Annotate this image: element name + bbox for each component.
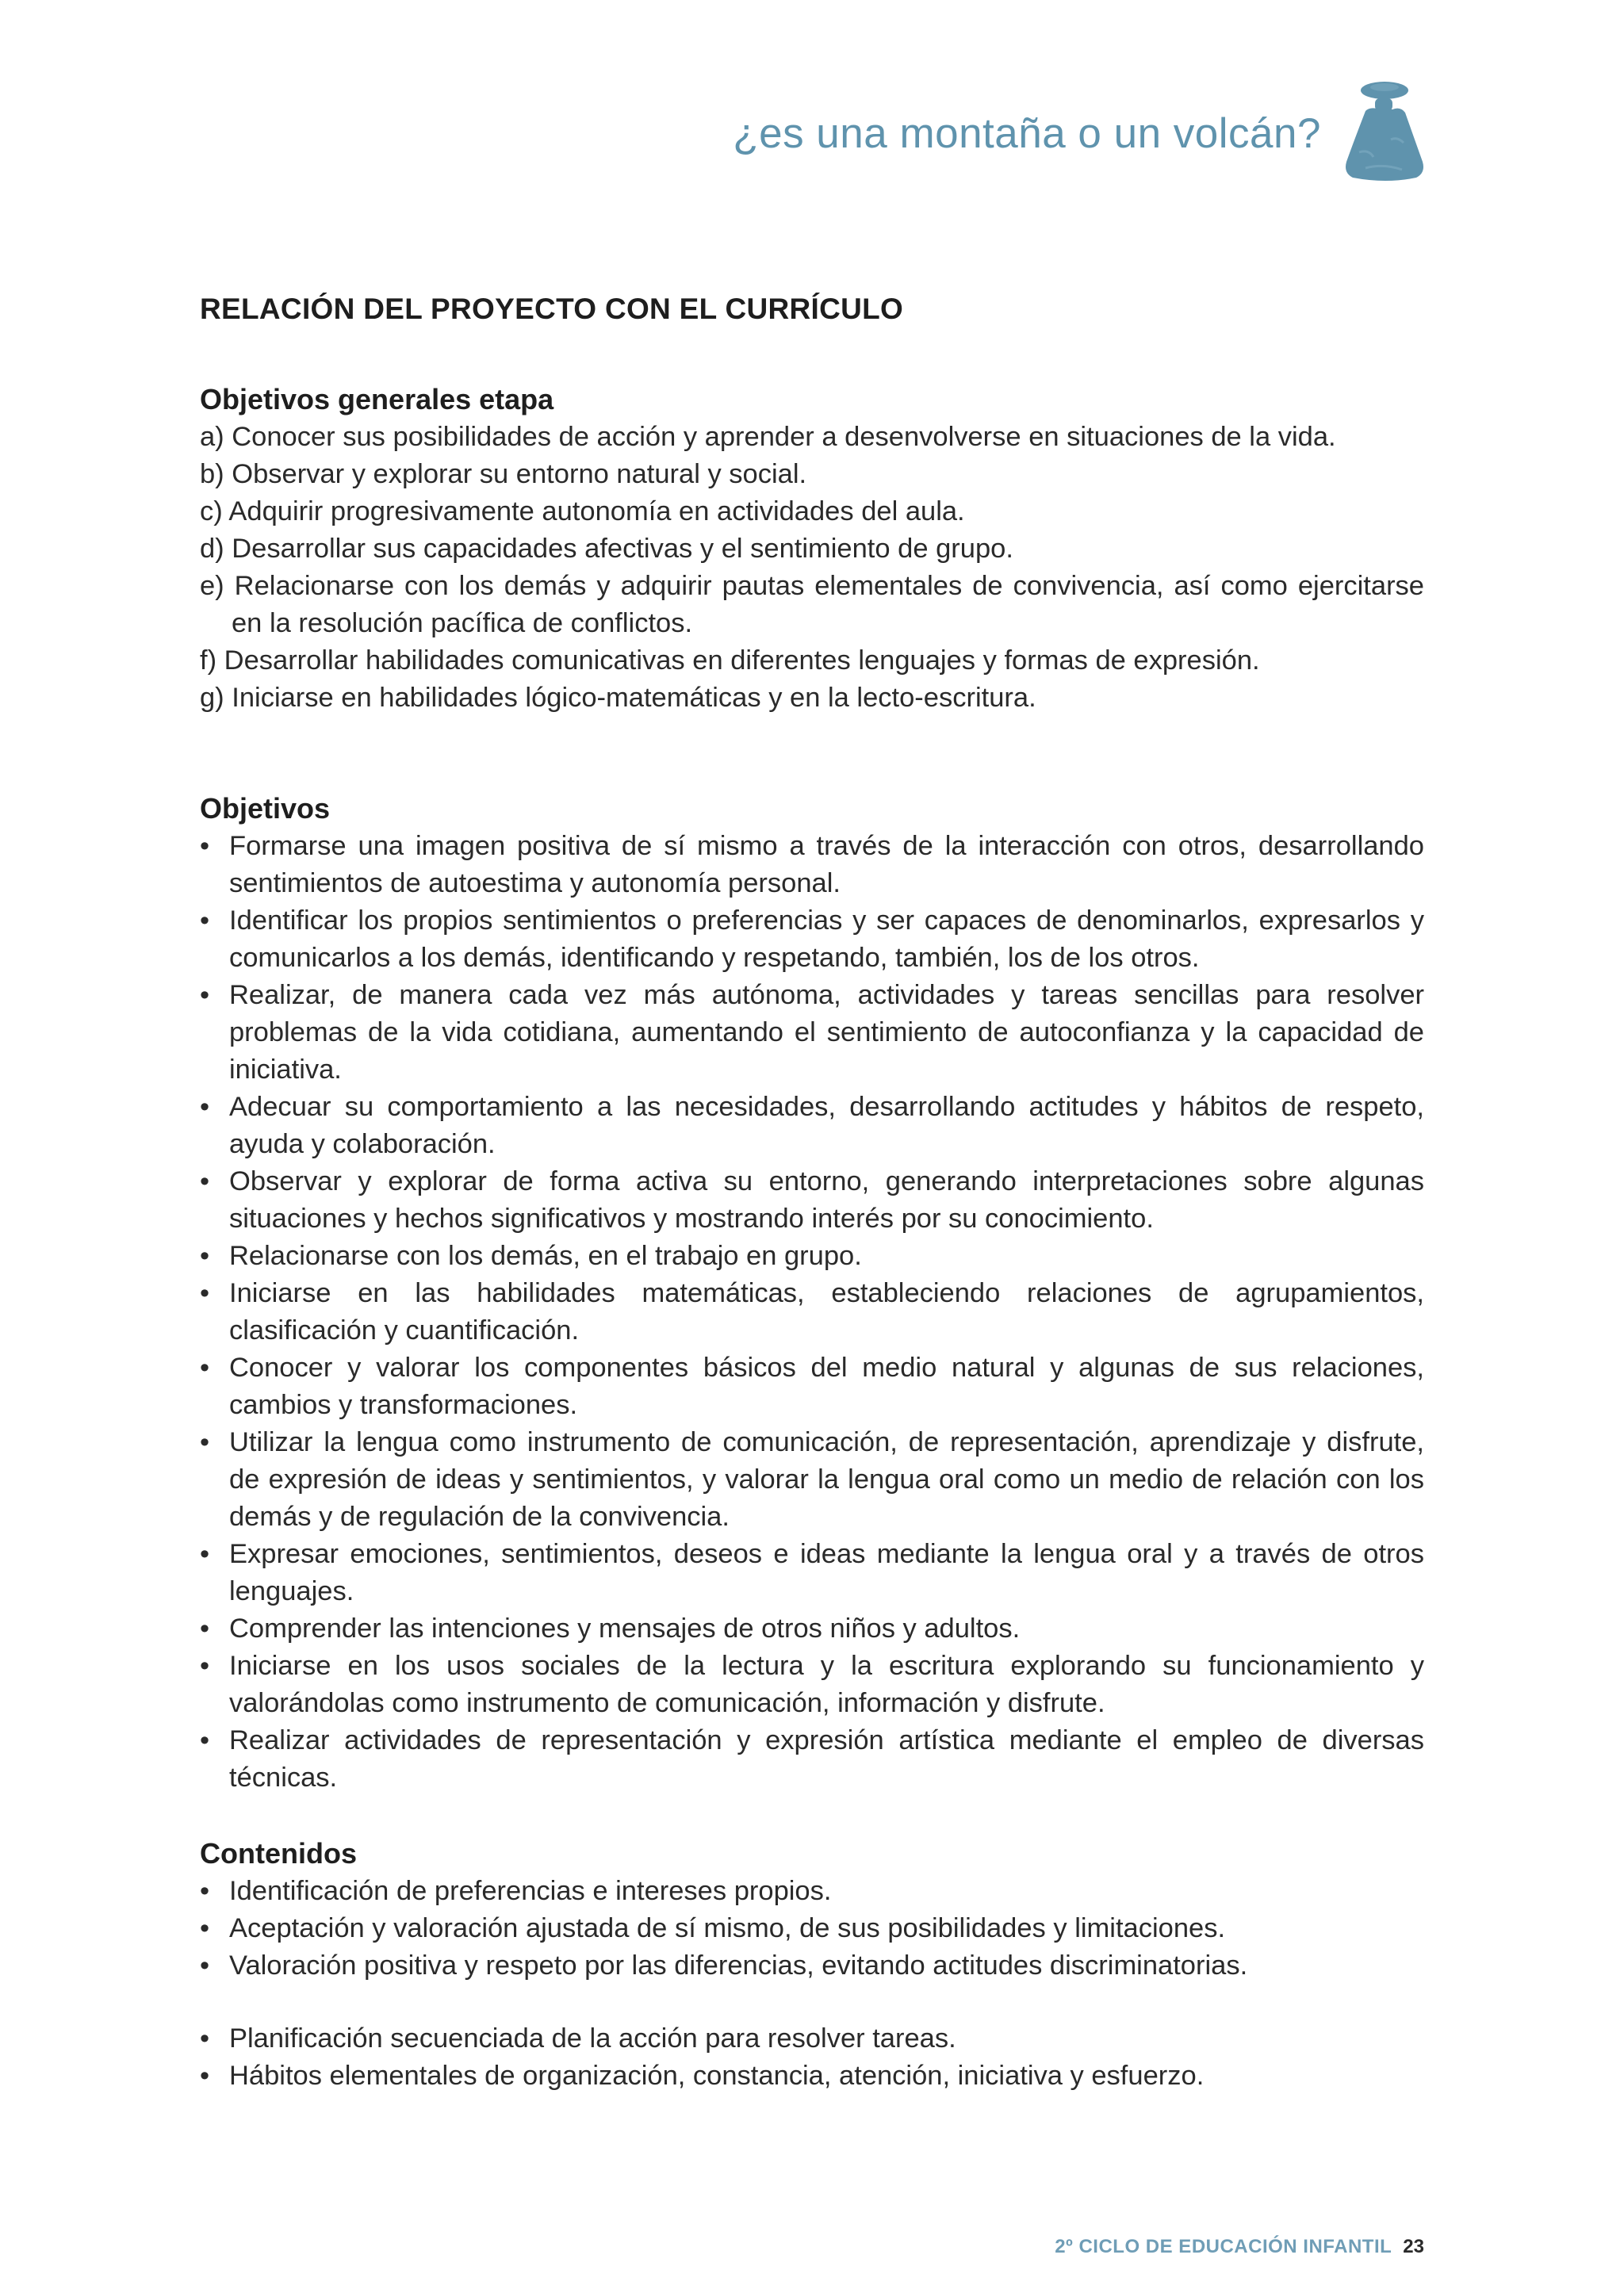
list-item: • Adecuar su comportamiento a las necesidades, desarrollando actitudes y hábitos de respeto, ayuda y colaboración.: [200, 1089, 1424, 1163]
list-item: b) Observar y explorar su entorno natural y social.: [200, 459, 807, 489]
footer-label: 2º CICLO DE EDUCACIÓN INFANTIL: [1055, 2236, 1392, 2257]
main-content: [200, 285, 1424, 2095]
list-item: • Relacionarse con los demás, en el trabajo en grupo.: [200, 1238, 1424, 1275]
objetivos-list: [200, 828, 1424, 1797]
list-item: • Aceptación y valoración ajustada de sí mismo, de sus posibilidades y limitaciones.: [200, 1910, 1424, 1947]
objetivos-section: [200, 790, 1424, 1797]
list-item: f) Desarrollar habilidades comunicativas en diferentes lenguajes y formas de expresión.: [200, 645, 1260, 676]
list-item: • Utilizar la lengua como instrumento de comunicación, de representación, aprendizaje y disfrute, de expresión de ideas y sentimientos, y valorar la lengua oral como un medio de relación con los demás y de regulación de la convivencia.: [200, 1424, 1424, 1536]
page-number: 23: [1403, 2236, 1424, 2257]
list-item: a) Conocer sus posibilidades de acción y aprender a desenvolverse en situaciones de la vida.: [200, 422, 1336, 452]
list-item: • Planificación secuenciada de la acción para resolver tareas.: [200, 2020, 1424, 2058]
list-item: • Conocer y valorar los componentes básicos del medio natural y algunas de sus relaciones, cambios y transformaciones.: [200, 1349, 1424, 1424]
volcano-icon: [1342, 79, 1426, 182]
list-item: • Expresar emociones, sentimientos, deseos e ideas mediante la lengua oral y a través de otros lenguajes.: [200, 1536, 1424, 1610]
list-item: • Comprender las intenciones y mensajes de otros niños y adultos.: [200, 1610, 1424, 1648]
list-item: • Realizar actividades de representación y expresión artística mediante el empleo de diversas técnicas.: [200, 1722, 1424, 1797]
list-item: d) Desarrollar sus capacidades afectivas y el sentimiento de grupo.: [200, 534, 1013, 564]
page-footer: [1055, 2236, 1424, 2258]
objetivos-generales-list: [200, 419, 1424, 717]
list-item: • Identificar los propios sentimientos o preferencias y ser capaces de denominarlos, expresarlos y comunicarlos a los demás, identificando y respetando, también, los de los otros.: [200, 902, 1424, 977]
list-item: • Formarse una imagen positiva de sí mismo a través de la interacción con otros, desarrollando sentimientos de autoestima y autonomía personal.: [200, 828, 1424, 902]
page-header-title: ¿es una montaña o un volcán?: [733, 110, 1321, 157]
list-item: • Valoración positiva y respeto por las diferencias, evitando actitudes discriminatorias.: [200, 1947, 1424, 1985]
list-item: g) Iniciarse en habilidades lógico-matemáticas y en la lecto-escritura.: [200, 683, 1036, 713]
list-item: • Hábitos elementales de organización, constancia, atención, iniciativa y esfuerzo.: [200, 2058, 1424, 2095]
list-item: • Identificación de preferencias e intereses propios.: [200, 1873, 1424, 1910]
list-item: c) Adquirir progresivamente autonomía en actividades del aula.: [200, 496, 965, 526]
contenidos-section: [200, 1835, 1424, 2095]
list-item: • Iniciarse en las habilidades matemáticas, estableciendo relaciones de agrupamientos, clasificación y cuantificación.: [200, 1275, 1424, 1349]
list-item: • Iniciarse en los usos sociales de la lectura y la escritura explorando su funcionamiento y valorándolas como instrumento de comunicación, información y disfrute.: [200, 1648, 1424, 1722]
objetivos-heading: Objetivos: [200, 792, 331, 825]
objetivos-generales-heading: Objetivos generales etapa: [200, 383, 554, 415]
page-heading: RELACIÓN DEL PROYECTO CON EL CURRÍCULO: [200, 293, 904, 325]
list-item: • Observar y explorar de forma activa su entorno, generando interpretaciones sobre algunas situaciones y hechos significativos y mostrando interés por su conocimiento.: [200, 1163, 1424, 1238]
contenidos-list-1: [200, 1873, 1424, 1985]
contenidos-list-2: [200, 2020, 1424, 2095]
list-item: • Realizar, de manera cada vez más autónoma, actividades y tareas sencillas para resolver problemas de la vida cotidiana, aumentando el sentimiento de autoconfianza y la capacidad de iniciativa.: [200, 977, 1424, 1089]
contenidos-heading: Contenidos: [200, 1837, 357, 1870]
list-item: e) Relacionarse con los demás y adquirir pautas elementales de convivencia, así como ejercitarse en la resolución pacífica de conflictos.: [200, 571, 1424, 638]
objetivos-generales-section: [200, 381, 1424, 717]
